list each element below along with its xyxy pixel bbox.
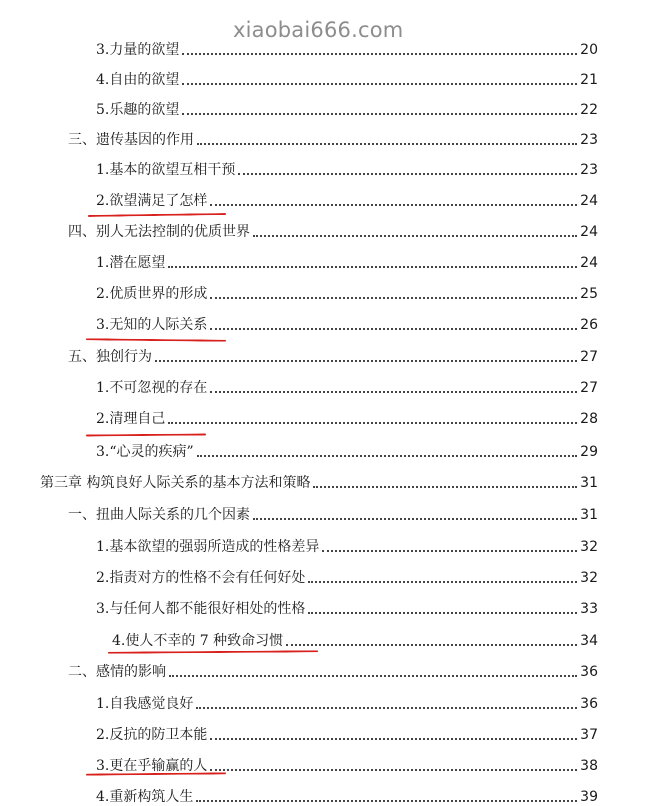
toc-entry[interactable] xyxy=(96,310,598,334)
toc-entry-title: 1.基本的欲望互相干预 xyxy=(96,162,236,178)
toc-entry-title: 二、感情的影响 xyxy=(68,664,166,680)
toc-leader-dots xyxy=(210,769,577,771)
toc-entry-title: 2.清理自己 xyxy=(96,411,166,427)
toc-entry[interactable] xyxy=(96,404,598,428)
toc-leader-dots xyxy=(182,113,577,115)
toc-entry[interactable] xyxy=(68,342,598,366)
toc-entry[interactable] xyxy=(96,532,598,556)
toc-entry-title: 第三章 构筑良好人际关系的基本方法和策略 xyxy=(40,475,311,491)
toc-entry[interactable] xyxy=(96,279,598,303)
toc-entry-title: 1.潜在愿望 xyxy=(96,255,166,271)
toc-leader-dots xyxy=(196,800,577,802)
toc-page-number: 27 xyxy=(580,380,598,396)
toc-entry[interactable] xyxy=(96,720,598,744)
toc-page-number: 21 xyxy=(580,72,598,88)
toc-leader-dots xyxy=(169,675,577,677)
toc-leader-dots xyxy=(308,581,577,583)
toc-entry[interactable] xyxy=(96,35,598,59)
toc-entry[interactable] xyxy=(96,751,598,775)
toc-entry[interactable] xyxy=(40,468,598,492)
toc-entry-title: 2.指责对方的性格不会有任何好处 xyxy=(96,570,306,586)
toc-entry-title: 1.不可忽视的存在 xyxy=(96,380,208,396)
toc-leader-dots xyxy=(322,550,577,552)
toc-leader-dots xyxy=(253,235,577,237)
toc-page-number: 28 xyxy=(580,411,598,427)
toc-leader-dots xyxy=(210,391,577,393)
toc-leader-dots xyxy=(197,143,577,145)
toc-entry-title: 3.与任何人都不能很好相处的性格 xyxy=(96,601,306,617)
toc-entry-title: 一、扭曲人际关系的几个因素 xyxy=(68,507,250,523)
toc-entry-title: 1.基本欲望的强弱所造成的性格差异 xyxy=(96,539,320,555)
toc-leader-dots xyxy=(313,486,577,488)
toc-page-number: 23 xyxy=(580,132,598,148)
toc-leader-dots xyxy=(168,422,577,424)
toc-page-number: 32 xyxy=(580,570,598,586)
toc-page-number: 22 xyxy=(580,102,598,118)
toc-entry[interactable] xyxy=(96,689,598,713)
toc-entry[interactable] xyxy=(96,782,598,806)
toc-page-number: 24 xyxy=(580,224,598,240)
toc-leader-dots xyxy=(253,518,577,520)
toc-leader-dots xyxy=(238,173,577,175)
toc-page-number: 23 xyxy=(580,162,598,178)
toc-entry-title: 3.无知的人际关系 xyxy=(96,317,208,333)
toc-entry[interactable] xyxy=(112,626,598,650)
toc-entry[interactable] xyxy=(68,500,598,524)
toc-leader-dots xyxy=(210,328,577,330)
toc-leader-dots xyxy=(210,738,577,740)
toc-leader-dots xyxy=(168,266,577,268)
toc-entry[interactable] xyxy=(96,248,598,272)
toc-entry-title: 2.反抗的防卫本能 xyxy=(96,727,208,743)
toc-entry-title: 5.乐趣的欲望 xyxy=(96,102,180,118)
toc-entry-title: 2.欲望满足了怎样 xyxy=(96,193,208,209)
toc-page-number: 24 xyxy=(580,255,598,271)
toc-page-number: 31 xyxy=(580,507,598,523)
toc-entry-title: 4.使人不幸的 7 种致命习惯 xyxy=(112,633,284,649)
toc-entry[interactable] xyxy=(96,373,598,397)
toc-entry-title: 1.自我感觉良好 xyxy=(96,696,194,712)
toc-entry[interactable] xyxy=(96,594,598,618)
toc-entry-title: 3.“心灵的疾病” xyxy=(96,444,194,460)
toc-entry[interactable] xyxy=(68,657,598,681)
toc-page-number: 25 xyxy=(580,286,598,302)
toc-entry-title: 五、独创行为 xyxy=(68,349,152,365)
toc-entry[interactable] xyxy=(96,95,598,119)
toc-page-number: 20 xyxy=(580,42,598,58)
watermark-text: xiaobai666.com xyxy=(233,18,404,42)
toc-leader-dots xyxy=(210,204,577,206)
toc-entry-title: 4.重新构筑人生 xyxy=(96,789,194,805)
toc-entry[interactable] xyxy=(96,563,598,587)
toc-entry[interactable] xyxy=(96,155,598,179)
toc-entry[interactable] xyxy=(96,437,598,461)
toc-entry-title: 3.更在乎输赢的人 xyxy=(96,758,208,774)
toc-leader-dots xyxy=(155,360,577,362)
toc-leader-dots xyxy=(197,455,578,457)
toc-leader-dots xyxy=(182,53,577,55)
toc-page-number: 31 xyxy=(580,475,598,491)
toc-page-number: 36 xyxy=(580,696,598,712)
toc-entry[interactable] xyxy=(68,125,598,149)
toc-leader-dots xyxy=(210,297,577,299)
toc-leader-dots xyxy=(308,612,577,614)
toc-entry[interactable] xyxy=(68,217,598,241)
toc-page-number: 37 xyxy=(580,727,598,743)
toc-entry-title: 2.优质世界的形成 xyxy=(96,286,208,302)
toc-entry-title: 3.力量的欲望 xyxy=(96,42,180,58)
toc-entry-title: 四、别人无法控制的优质世界 xyxy=(68,224,250,240)
toc-page-number: 32 xyxy=(580,539,598,555)
toc-page-number: 27 xyxy=(580,349,598,365)
toc-leader-dots xyxy=(286,644,577,646)
toc-entry[interactable] xyxy=(96,186,598,210)
toc-page-number: 36 xyxy=(580,664,598,680)
toc-entry-title: 三、遗传基因的作用 xyxy=(68,132,194,148)
toc-page-number: 39 xyxy=(580,789,598,805)
toc-page-number: 38 xyxy=(580,758,598,774)
toc-page-number: 24 xyxy=(580,193,598,209)
toc-leader-dots xyxy=(196,707,577,709)
toc-entry-title: 4.自由的欲望 xyxy=(96,72,180,88)
toc-page-number: 29 xyxy=(580,444,598,460)
toc-leader-dots xyxy=(182,83,577,85)
toc-entry[interactable] xyxy=(96,65,598,89)
toc-page-number: 34 xyxy=(580,633,598,649)
toc-page-number: 26 xyxy=(580,317,598,333)
toc-page-number: 33 xyxy=(580,601,598,617)
